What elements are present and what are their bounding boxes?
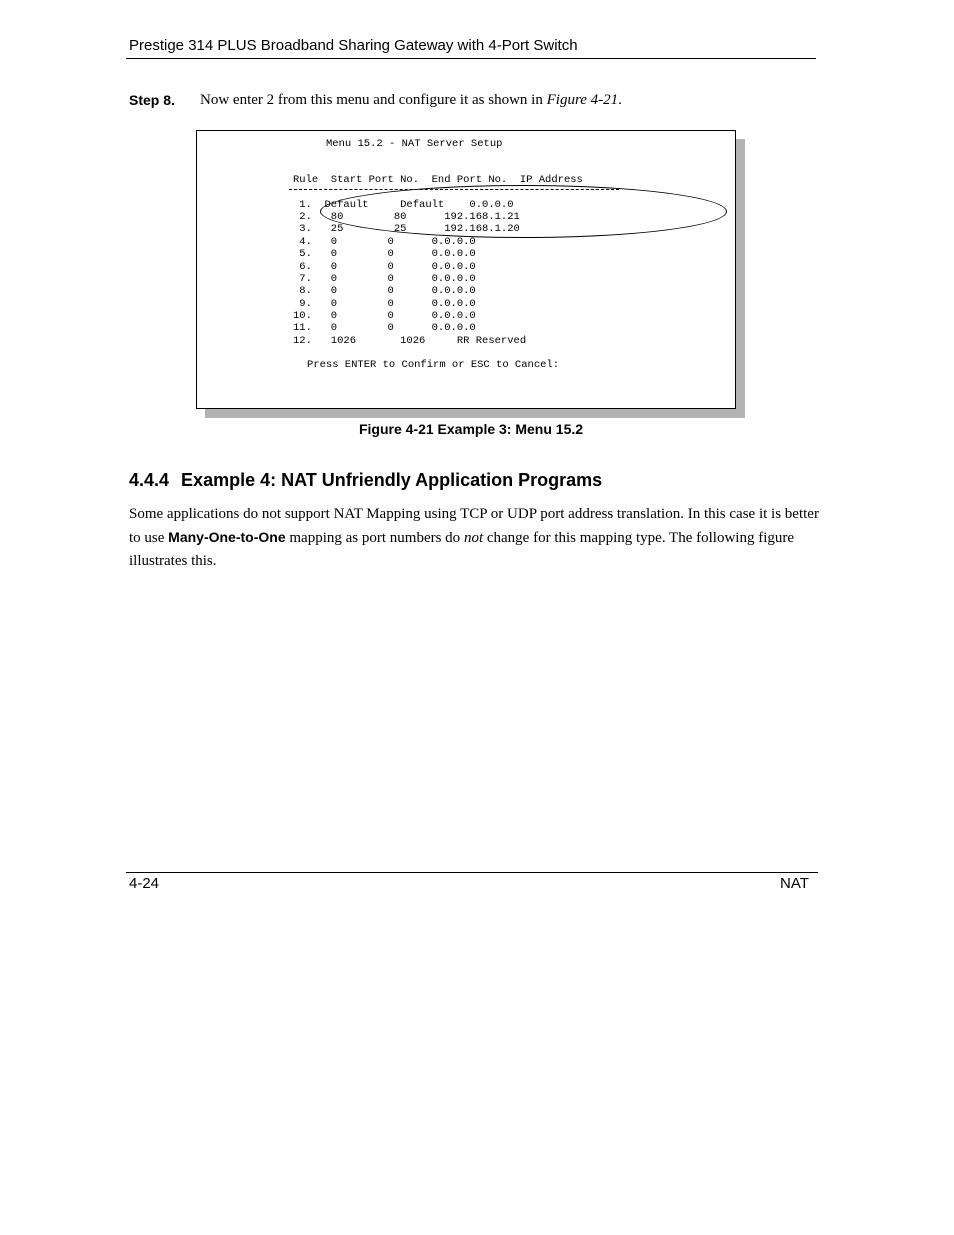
paragraph-part1: Some applications do not support NAT Mapping using TCP or UDP port address translation. In this case it is better to use (129, 506, 819, 546)
chapter-name: NAT (780, 875, 809, 892)
step-text (200, 92, 622, 109)
terminal-row: 10. 0 0 0.0.0.0 (293, 310, 476, 322)
terminal-column-headers: Rule Start Port No. End Port No. IP Address (293, 174, 583, 186)
terminal-row: 6. 0 0 0.0.0.0 (293, 261, 476, 273)
footer-divider (126, 872, 818, 873)
terminal-row: 8. 0 0 0.0.0.0 (293, 285, 476, 297)
terminal-row: 9. 0 0 0.0.0.0 (293, 298, 476, 310)
page-number: 4-24 (129, 875, 160, 892)
terminal-row: 5. 0 0 0.0.0.0 (293, 248, 476, 260)
running-header: Prestige 314 PLUS Broadband Sharing Gateway with 4-Port Switch (129, 37, 578, 54)
section-number: 4.4.4 (129, 470, 170, 490)
terminal-row: 12. 1026 1026 RR Reserved (293, 335, 527, 347)
terminal-title: Menu 15.2 - NAT Server Setup (326, 138, 503, 150)
terminal-row: 1. Default Default 0.0.0.0 (293, 199, 514, 211)
section-heading (129, 470, 602, 491)
highlight-ellipse (320, 185, 727, 238)
terminal-prompt: Press ENTER to Confirm or ESC to Cancel: (307, 359, 560, 371)
terminal-row: 7. 0 0 0.0.0.0 (293, 273, 476, 285)
figure-caption: Figure 4-21 Example 3: Menu 15.2 (358, 421, 584, 437)
paragraph-italic-term: not (463, 530, 484, 546)
terminal-row: 2. 80 80 192.168.1.21 (293, 211, 520, 223)
terminal-row: 11. 0 0 0.0.0.0 (293, 322, 476, 334)
step-text-after: . (618, 92, 622, 108)
section-title: Example 4: NAT Unfriendly Application Programs (181, 470, 603, 490)
header-divider (126, 58, 816, 59)
terminal-row: 3. 25 25 192.168.1.20 (293, 223, 520, 235)
paragraph-part3: change for this mapping type. The following figure illustrates this. (129, 530, 795, 569)
terminal-screen (196, 130, 736, 409)
step-label: Step 8. (129, 92, 175, 108)
figure-reference: Figure 4-21 (546, 92, 619, 108)
step-text-before: Now enter 2 from this menu and configure it as shown in (200, 92, 547, 108)
body-paragraph (129, 503, 819, 573)
paragraph-bold-term: Many-One-to-One (168, 529, 286, 545)
terminal-row: 4. 0 0 0.0.0.0 (293, 236, 476, 248)
paragraph-part2: mapping as port numbers do (285, 530, 464, 546)
